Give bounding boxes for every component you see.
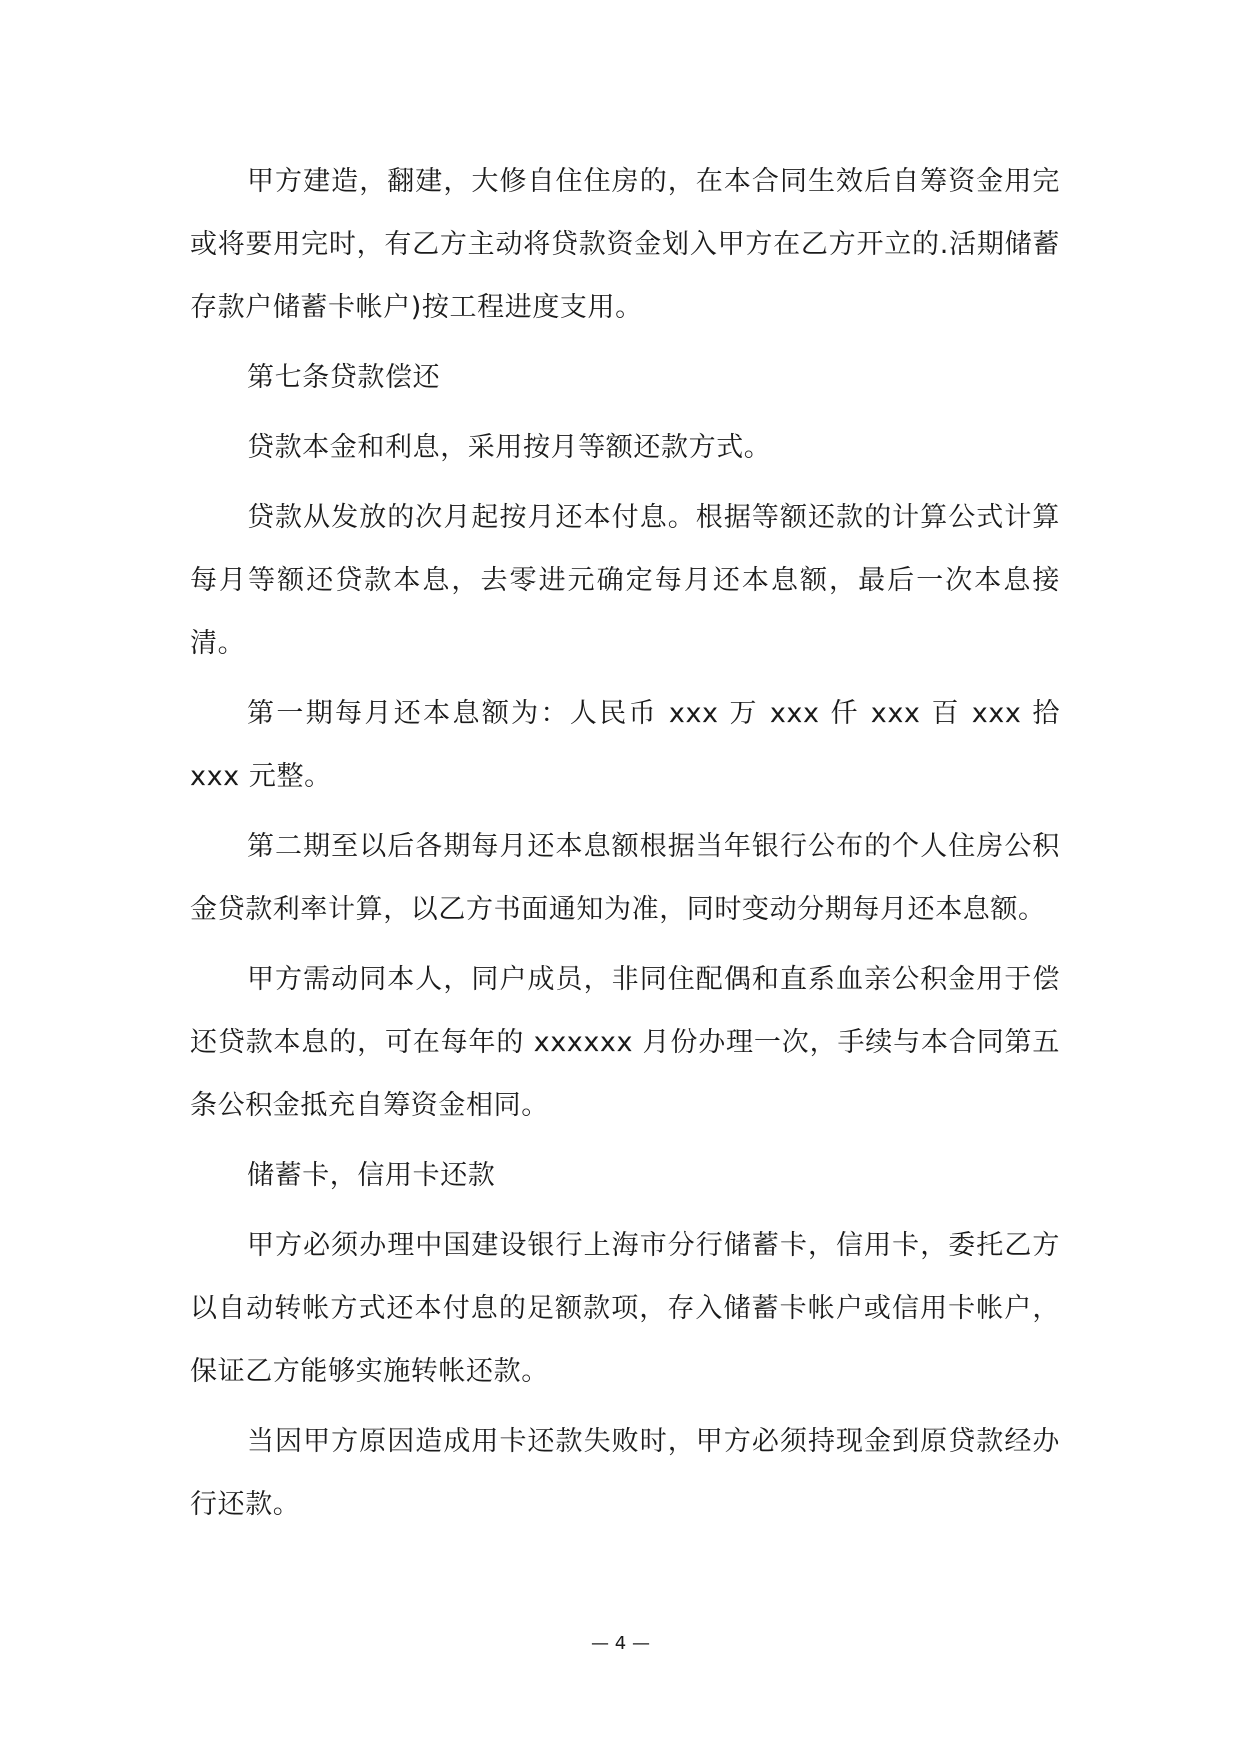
paragraph-card-repayment-failure: 当因甲方原因造成用卡还款失败时，甲方必须持现金到原贷款经办行还款。 bbox=[190, 1426, 1060, 1520]
page-number: — 4 — bbox=[591, 1633, 650, 1654]
paragraph-repayment-method: 贷款本金和利息，采用按月等额还款方式。 bbox=[247, 432, 772, 463]
paragraph-subsequent-period-amount: 第二期至以后各期每月还本息额根据当年银行公布的个人住房公积金贷款利率计算，以乙方书面通知为准，同时变动分期每月还本息额。 bbox=[190, 831, 1060, 925]
section-heading-loan-repayment: 第七条贷款偿还 bbox=[247, 362, 441, 393]
section-heading-card-repayment: 储蓄卡，信用卡还款 bbox=[247, 1160, 496, 1191]
paragraph-construction-loan-disbursement: 甲方建造，翻建，大修自住住房的，在本合同生效后自筹资金用完或将要用完时，有乙方主动将贷款资金划入甲方在乙方开立的.活期储蓄存款户储蓄卡帐户)按工程进度支用。 bbox=[190, 166, 1060, 323]
paragraph-first-period-amount: 第一期每月还本息额为：人民币 xxx 万 xxx 仟 xxx 百 xxx 拾 xxx 元整。 bbox=[190, 698, 1060, 792]
paragraph-provident-fund-repayment: 甲方需动同本人，同户成员，非同住配偶和直系血亲公积金用于偿还贷款本息的，可在每年的 xxxxxx 月份办理一次，手续与本合同第五条公积金抵充自筹资金相同。 bbox=[190, 964, 1060, 1121]
document-body bbox=[190, 150, 1060, 1543]
paragraph-monthly-installment-calculation: 贷款从发放的次月起按月还本付息。根据等额还款的计算公式计算每月等额还贷款本息，去零进元确定每月还本息额，最后一次本息接清。 bbox=[190, 502, 1060, 659]
paragraph-card-auto-transfer: 甲方必须办理中国建设银行上海市分行储蓄卡，信用卡，委托乙方以自动转帐方式还本付息的足额款项，存入储蓄卡帐户或信用卡帐户，保证乙方能够实施转帐还款。 bbox=[190, 1230, 1060, 1387]
